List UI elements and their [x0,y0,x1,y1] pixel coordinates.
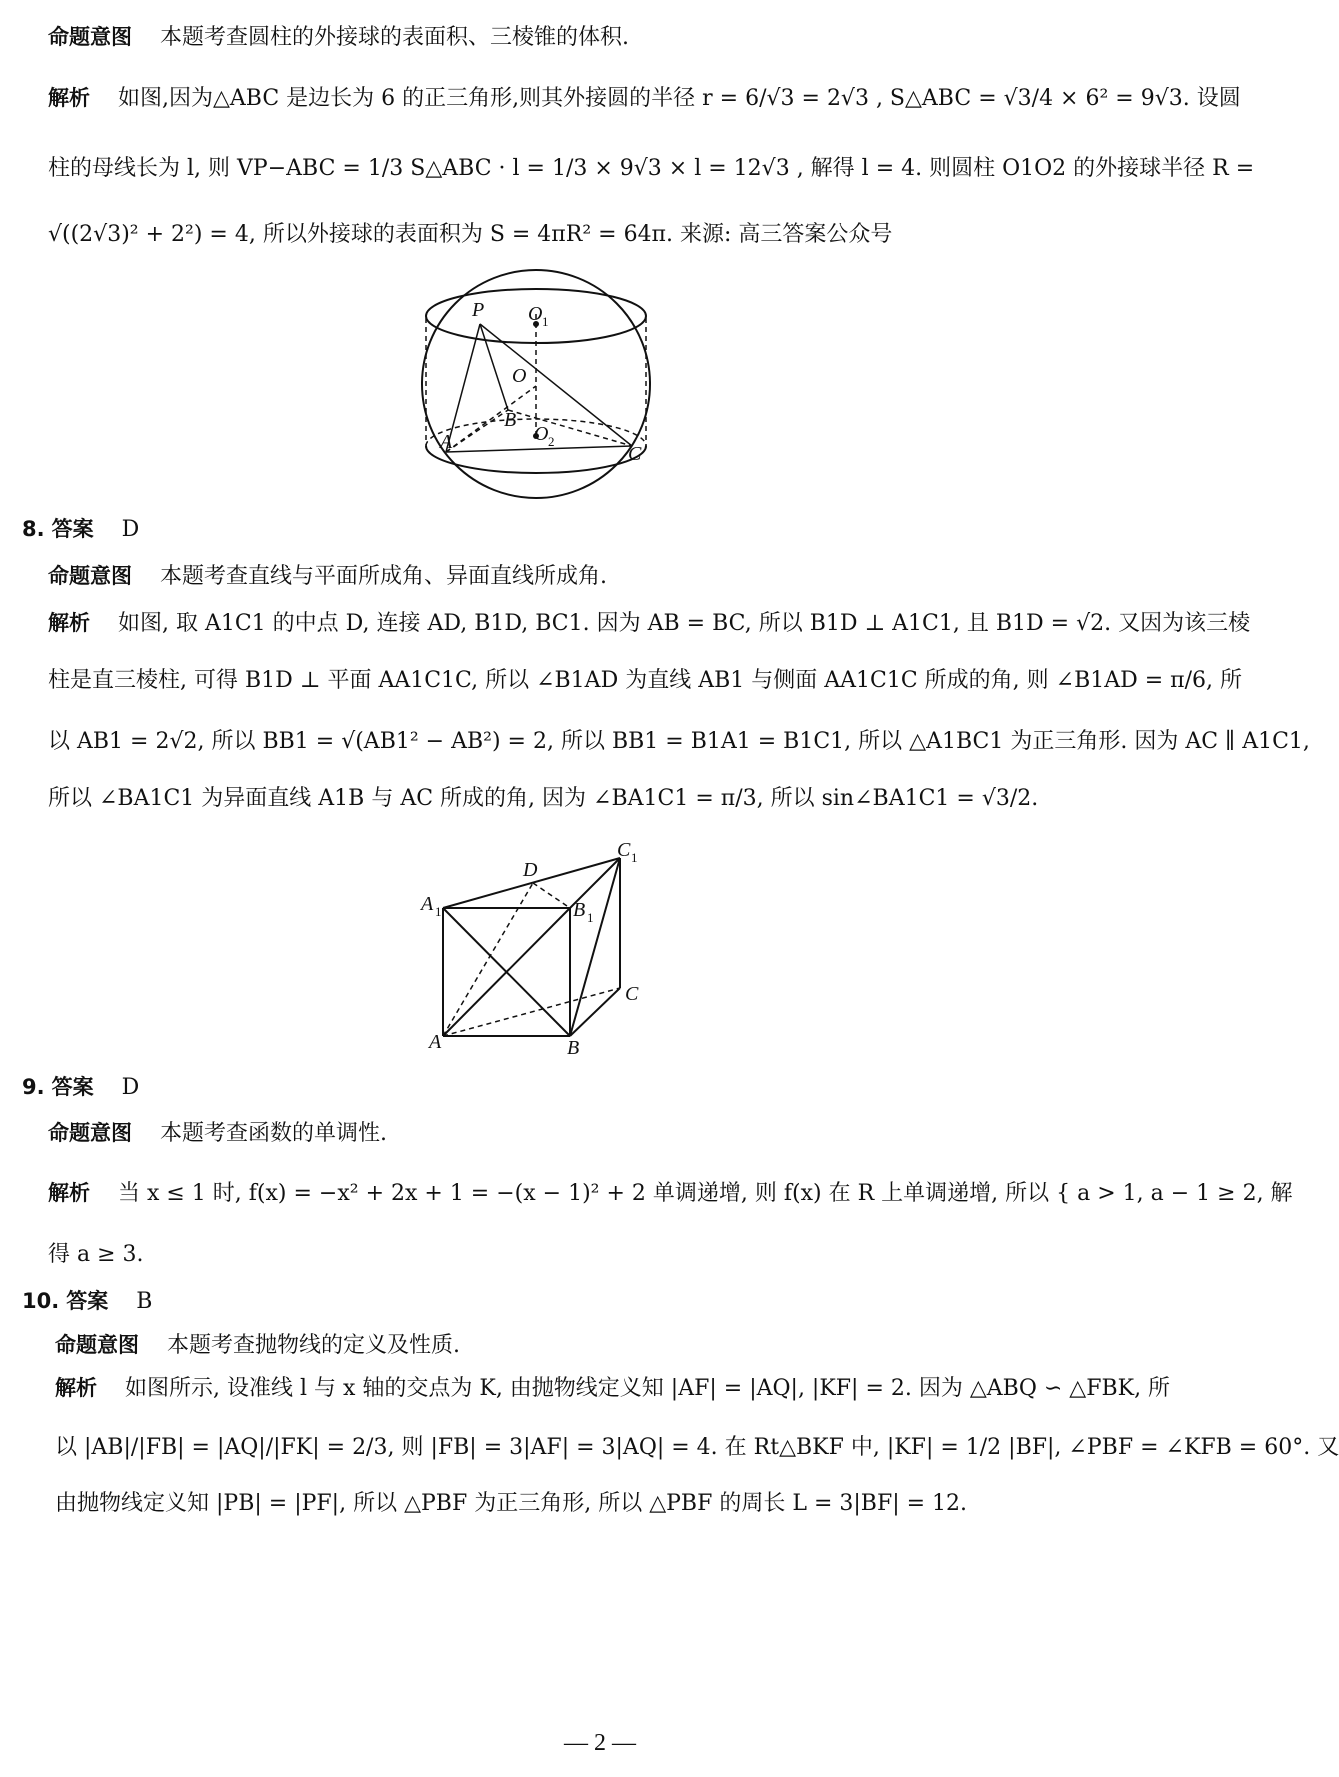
label-A: A [440,431,453,453]
svg-text:1: 1 [542,314,549,329]
label-C1: C [617,839,631,861]
label-O2: O [534,423,549,445]
q7-analysis-line-2: 柱的母线长为 l, 则 VP−ABC = 1/3 S△ABC · l = 1/3 × 9√3 × l = 12√3 , 解得 l = 4. 则圆柱 O1O2 的外接球半径 R = [48,156,1255,181]
q8-analysis-line-2: 柱是直三棱柱, 可得 B1D ⊥ 平面 AA1C1C, 所以 ∠B1AD 为直线 AB1 与侧面 AA1C1C 所成的角, 则 ∠B1AD = π/6, 所 [48,668,1243,693]
label-C: C [625,983,639,1005]
q8-prism-figure [415,838,655,1070]
q7-analysis-line-1: 解析 如图,因为△ABC 是边长为 6 的正三角形,则其外接圆的半径 r = 6/√3 = 2√3 , S△ABC = √3/4 × 6² = 9√3. 设圆 [48,86,1241,111]
label-B: B [567,1037,580,1059]
label-C: C [628,443,642,465]
q9-intent: 命题意图 本题考查函数的单调性. [48,1121,387,1146]
q10-answer: 10. 答案 B [22,1289,153,1314]
q10-analysis-line-2: 以 |AB|/|FB| = |AQ|/|FK| = 2/3, 则 |FB| = 3|AF| = 3|AQ| = 4. 在 Rt△BKF 中, |KF| = 1/2 |BF|, ∠PBF = ∠KFB = 60°. 又 [55,1435,1339,1460]
q9-analysis-line-1: 解析 当 x ≤ 1 时, f(x) = −x² + 2x + 1 = −(x − 1)² + 2 单调递增, 则 f(x) 在 R 上单调递增, 所以 { a > 1, a − 1 ≥ 2, 解 [48,1181,1293,1206]
q7-intent: 命题意图 本题考查圆柱的外接球的表面积、三棱锥的体积. [48,25,629,50]
svg-text:1: 1 [587,910,594,925]
label-B1: B [573,899,586,921]
svg-text:1: 1 [435,904,442,919]
svg-text:2: 2 [548,434,555,449]
q8-analysis-line-3: 以 AB1 = 2√2, 所以 BB1 = √(AB1² − AB²) = 2, 所以 BB1 = B1A1 = B1C1, 所以 △A1BC1 为正三角形. 因为 AC ∥ A1C1, [48,729,1310,754]
q9-analysis-line-2: 得 a ≥ 3. [48,1242,144,1267]
svg-text:1: 1 [631,850,638,865]
q10-analysis-line-3: 由抛物线定义知 |PB| = |PF|, 所以 △PBF 为正三角形, 所以 △PBF 的周长 L = 3|BF| = 12. [55,1491,968,1516]
label-A: A [429,1031,442,1053]
q8-answer: 8. 答案 D [22,517,140,542]
q8-analysis-line-1: 解析 如图, 取 A1C1 的中点 D, 连接 AD, B1D, BC1. 因为 AB = BC, 所以 B1D ⊥ A1C1, 且 B1D = √2. 又因为该三棱 [48,611,1251,636]
label-O: O [512,365,527,387]
q8-intent: 命题意图 本题考查直线与平面所成角、异面直线所成角. [48,564,607,589]
q7-analysis-line-3: √((2√3)² + 2²) = 4, 所以外接球的表面积为 S = 4πR² = 64π. 来源: 高三答案公众号 [48,222,893,247]
q10-intent: 命题意图 本题考查抛物线的定义及性质. [55,1333,460,1358]
q7-sphere-cylinder-figure [410,268,660,500]
q8-analysis-line-4: 所以 ∠BA1C1 为异面直线 A1B 与 AC 所成的角, 因为 ∠BA1C1 = π/3, 所以 sin∠BA1C1 = √3/2. [48,786,1039,811]
q9-answer: 9. 答案 D [22,1075,140,1100]
page-number: — 2 — [564,1730,636,1756]
label-D: D [523,859,538,881]
q10-analysis-line-1: 解析 如图所示, 设准线 l 与 x 轴的交点为 K, 由抛物线定义知 |AF| = |AQ|, |KF| = 2. 因为 △ABQ ∽ △FBK, 所 [55,1376,1171,1401]
label-A1: A [421,893,434,915]
label-B: B [504,409,517,431]
label-O1: O [528,303,543,325]
label-P: P [472,299,485,321]
